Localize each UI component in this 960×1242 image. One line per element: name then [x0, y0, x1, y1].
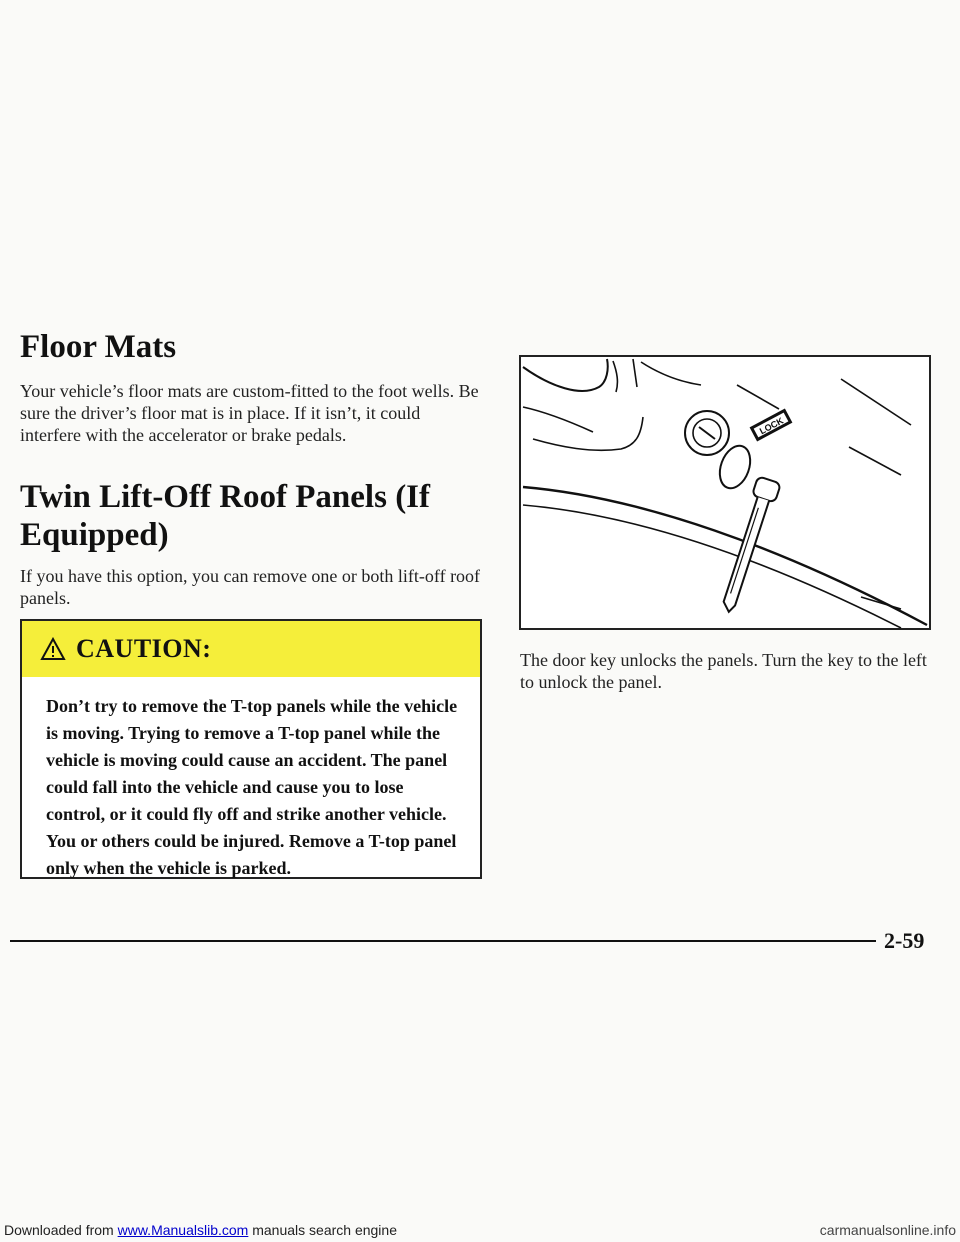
download-credit [4, 1222, 397, 1238]
roof-panel-key-drawing [521, 357, 929, 628]
lock-label: LOCK [757, 415, 786, 437]
key-icon [715, 476, 780, 615]
caution-label [40, 621, 211, 677]
download-footer [0, 1221, 960, 1242]
lock-plate [750, 409, 793, 442]
watermark-text: carmanualsonline.info [819, 1222, 956, 1238]
roof-panels-heading: Twin Lift-Off Roof Panels (If Equipped) [20, 479, 431, 553]
caution-title: CAUTION: [76, 634, 212, 663]
manualslib-link[interactable]: www.Manualslib.com [117, 1222, 249, 1238]
door-key-paragraph: The door key unlocks the panels. Turn the key to the left to unlock the panel. [520, 650, 927, 692]
floor-mats-paragraph: Your vehicle’s floor mats are custom-fitted to the foot wells. Be sure the driver’s floor mat is in place. If it isn’t, it could interfere with the accelerator or brake pedals. [20, 381, 479, 445]
roof-panels-paragraph: If you have this option, you can remove one or both lift-off roof panels. [20, 566, 481, 608]
caution-box [20, 619, 482, 879]
floor-mats-heading: Floor Mats [20, 329, 177, 365]
search-engine-text: manuals search engine [252, 1222, 397, 1238]
footer-rule [10, 940, 876, 942]
warning-triangle-icon [40, 637, 66, 661]
caution-header [22, 621, 480, 677]
page-number: 2-59 [884, 928, 925, 953]
key-lock-illustration [519, 355, 931, 630]
downloaded-from-text: Downloaded from [4, 1222, 114, 1238]
caution-text: Don’t try to remove the T-top panels while the vehicle is moving. Trying to remove a T-top panel while the vehicle is moving could cause an accident. The panel could fall into the vehicle and cause you to lose control, or it could fly off and strike another vehicle. You or others could be injured. Remove a T-top panel only when the vehicle is parked. [46, 696, 458, 878]
